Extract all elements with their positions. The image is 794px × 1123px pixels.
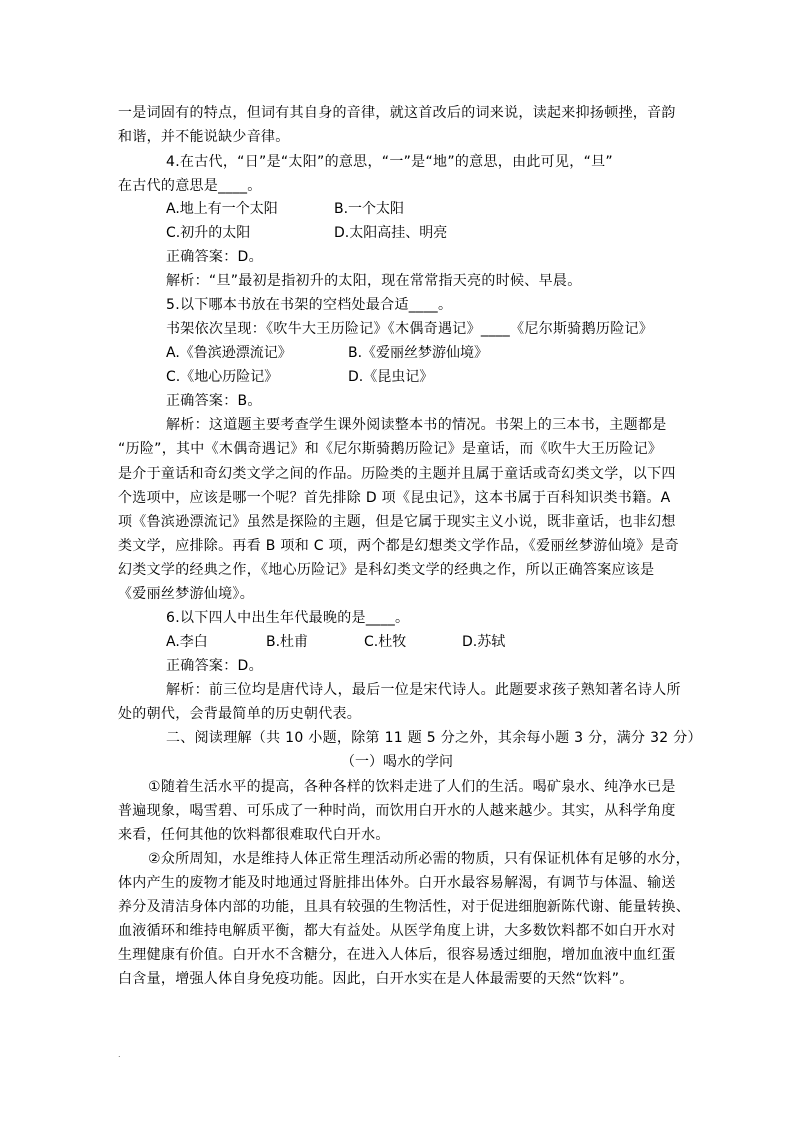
section-heading: 二、阅读理解（共 10 小题，除第 11 题 5 分之外，其余每小题 3 分，满分 32 分）: [166, 730, 702, 746]
q5-answer: 正确答案：B。: [166, 393, 262, 409]
q4-option-a: A.地上有一个太阳: [166, 201, 278, 217]
q6-explanation: 解析：前三位均是唐代诗人，最后一位是宋代诗人。此题要求孩子熟知著名诗人所: [166, 682, 681, 698]
q5-explanation: 幻类文学的经典之作，《地心历险记》是科幻类文学的经典之作，所以正确答案应该是: [118, 562, 655, 578]
q5-explanation: 是介于童话和奇幻类文学之间的作品。历险类的主题并且属于童话或奇幻类文学，以下四: [118, 466, 676, 482]
q4-option-b: B.一个太阳: [334, 201, 405, 217]
q6-answer: 正确答案：D。: [166, 658, 263, 674]
paragraph-1: ①随着生活水平的提高，各种各样的饮料走进了人们的生活。喝矿泉水、纯净水已是: [148, 779, 676, 795]
paragraph-2: ②众所周知，水是维持人体正常生理活动所必需的物质，只有保证机体有足够的水分，: [148, 851, 690, 867]
question-4: 4.在古代，“日”是“太阳”的意思，“一”是“地”的意思，由此可见，“旦”: [166, 154, 613, 170]
text-line: 一是词固有的特点，但词有其自身的音律，就这首改后的词来说，读起来抑扬顿挫，音韵: [118, 105, 676, 121]
q4-option-d: D.太阳高挂、明亮: [334, 225, 448, 241]
q5-explanation: 《爱丽丝梦游仙境》。: [118, 586, 254, 602]
paragraph-2: 体内产生的废物才能及时地通过肾脏排出体外。白开水最容易解渴，有调节与体温、输送: [118, 875, 676, 891]
paragraph-2: 血液循环和维持电解质平衡，都大有益处。从医学角度上讲，大多数饮料都不如白开水对: [118, 923, 676, 939]
q5-explanation: 个选项中，应该是哪一个呢？首先排除 D 项《昆虫记》，这本书属于百科知识类书籍。A: [118, 490, 671, 506]
q5-explanation: 类文学，应排除。再看 B 项和 C 项，两个都是幻想类文学作品，《爱丽丝梦游仙境》是奇: [118, 538, 680, 554]
q6-explanation: 处的朝代，会背最简单的历史朝代表。: [118, 706, 362, 722]
question-5-shelf: 书架依次呈现：《吹牛大王历险记》《木偶奇遇记》____《尼尔斯骑鹅历险记》: [166, 321, 654, 337]
q5-option-a: A.《鲁滨逊漂流记》: [166, 345, 292, 361]
q4-explanation: 解析：“旦”最初是指初升的太阳，现在常常指天亮的时候、早晨。: [166, 273, 582, 289]
q4-option-c: C.初升的太阳: [166, 225, 251, 241]
q5-option-d: D.《昆虫记》: [348, 369, 434, 385]
question-4-cont: 在古代的意思是____。: [118, 178, 262, 194]
q5-option-b: B.《爱丽丝梦游仙境》: [348, 345, 489, 361]
q5-explanation: “历险”，其中《木偶奇遇记》和《尼尔斯骑鹅历险记》是童话，而《吹牛大王历险记》: [118, 441, 663, 457]
q6-option-d: D.苏轼: [462, 634, 506, 650]
paragraph-2: 养分及清洁身体内部的功能，且具有较强的生物活性，对于促进细胞新陈代谢、能量转换、: [118, 899, 690, 915]
q6-option-b: B.杜甫: [266, 634, 309, 650]
paragraph-1: 普遍现象，喝雪碧、可乐成了一种时尚，而饮用白开水的人越来越少。其实，从科学角度: [118, 803, 676, 819]
paragraph-2: 生理健康有价值。白开水不含糖分，在进入人体后，很容易透过细胞，增加血液中血红蛋: [118, 947, 676, 963]
footer-dot: .: [118, 1050, 121, 1059]
q5-explanation: 解析：这道题主要考查学生课外阅读整本书的情况。书架上的三本书，主题都是: [166, 417, 667, 433]
q6-option-a: A.李白: [166, 634, 208, 650]
question-5: 5.以下哪本书放在书架的空档处最合适____。: [166, 297, 453, 313]
q6-option-c: C.杜牧: [364, 634, 407, 650]
question-6: 6.以下四人中出生年代最晚的是____。: [166, 610, 410, 626]
text-line: 和谐，并不能说缺少音律。: [118, 129, 290, 145]
paragraph-1: 来看，任何其他的饮料都很难取代白开水。: [118, 827, 390, 843]
paragraph-2: 白含量，增强人体自身免疫功能。因此，白开水实在是人体最需要的天然“饮料”。: [118, 971, 634, 987]
q5-explanation: 项《鲁滨逊漂流记》虽然是探险的主题，但是它属于现实主义小说，既非童话，也非幻想: [118, 514, 676, 530]
q4-answer: 正确答案：D。: [166, 249, 263, 265]
passage-title: （一）喝水的学问: [341, 754, 453, 770]
q5-option-c: C.《地心历险记》: [166, 369, 279, 385]
